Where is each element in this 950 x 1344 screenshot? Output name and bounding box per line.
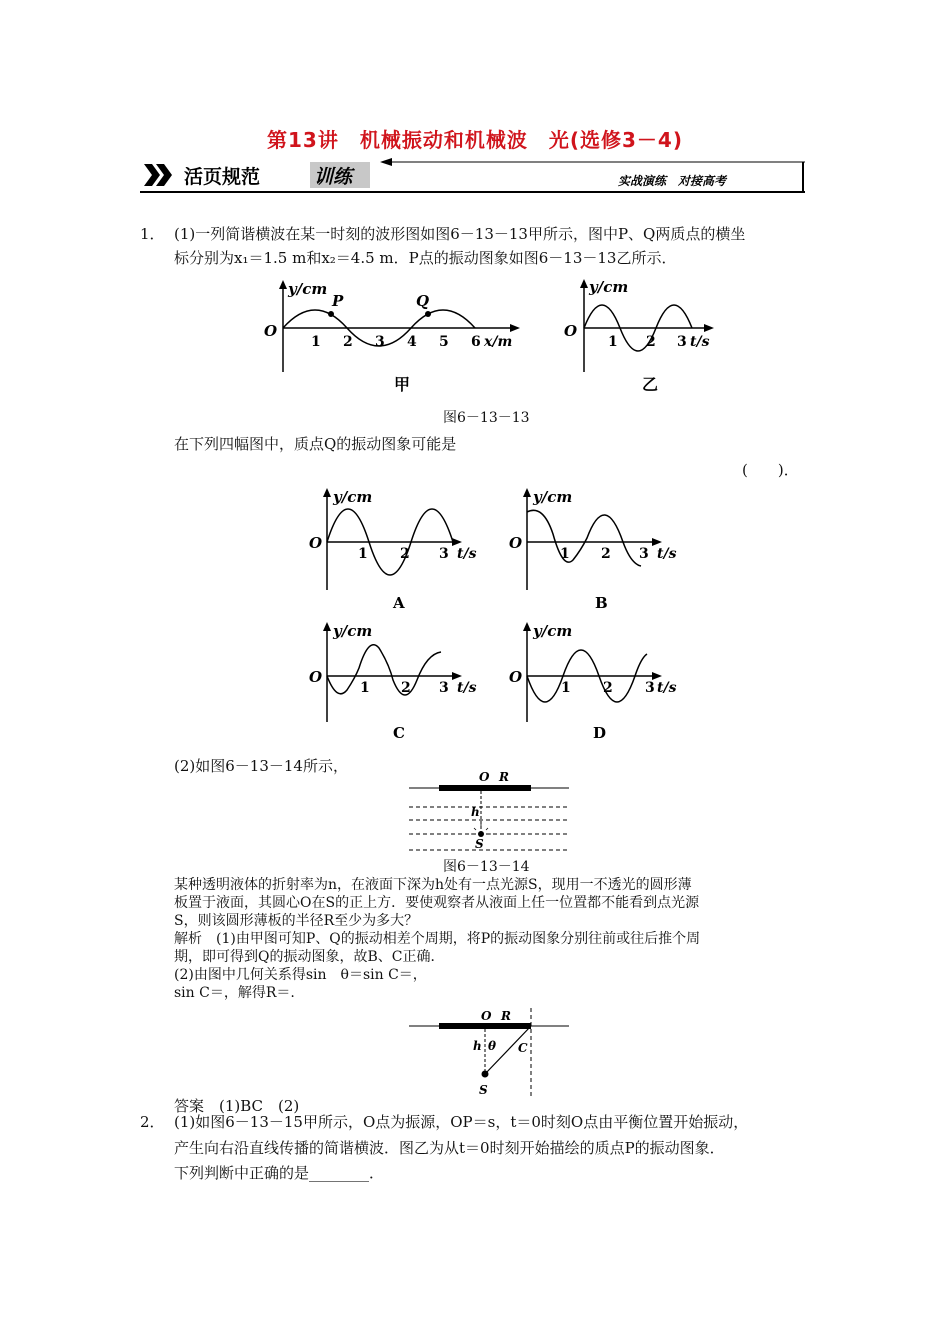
fig-13-caption: 图6－13－13 — [443, 410, 530, 426]
c-tick: 2 — [401, 680, 411, 696]
jia-origin: O — [264, 322, 278, 340]
yi-origin: O — [564, 322, 578, 340]
jia-label: 甲 — [394, 375, 411, 394]
jia-xlabel: x/m — [484, 334, 513, 350]
yi-tick: 3 — [677, 334, 687, 350]
b-ylabel: y/cm — [533, 488, 573, 506]
option-a-graph — [305, 484, 485, 614]
jia-tick: 1 — [311, 334, 321, 350]
c-origin: O — [309, 668, 323, 686]
jia-tick: 6 — [471, 334, 481, 350]
b-tick: 2 — [601, 546, 611, 562]
option-c-label: C — [393, 724, 405, 742]
yi-label: 乙 — [642, 375, 659, 394]
a-tick: 2 — [400, 546, 410, 562]
d-tick: 2 — [603, 680, 613, 696]
sol-fig-r: R — [501, 1009, 511, 1023]
option-d-graph — [505, 618, 685, 748]
banner-highlight-label: 训练 — [314, 166, 353, 188]
solution-line2: 期，即可得到Q的振动图象，故B、C正确． — [174, 949, 445, 965]
yi-xlabel: t/s — [690, 334, 710, 350]
q1-part2: (2)如图6－13－14所示， — [174, 757, 348, 775]
answer-bracket: ( )． — [742, 461, 799, 479]
point-p-marker — [328, 311, 334, 317]
yi-ylabel: y/cm — [589, 278, 629, 296]
fig14-o: O — [479, 770, 490, 784]
jia-tick: 2 — [343, 334, 353, 350]
jia-q-label: Q — [416, 292, 430, 310]
option-b-graph — [505, 484, 685, 614]
solution-line3: (2)由图中几何关系得sin θ＝sin C＝， — [174, 967, 427, 983]
a-tick: 1 — [358, 546, 368, 562]
option-b-label: B — [595, 594, 608, 612]
banner-left-label: 活页规范 — [184, 166, 261, 188]
q1-desc1: 某种透明液体的折射率为n，在液面下深为h处有一点光源S，现用一不透光的圆形薄 — [174, 877, 692, 893]
wave-figure-jia — [258, 280, 528, 405]
sol-fig-s: S — [479, 1083, 488, 1097]
b-tick: 1 — [560, 546, 570, 562]
q2-number: 2． — [140, 1113, 165, 1131]
fig-14-caption: 图6－13－14 — [443, 859, 530, 875]
sol-fig-theta: θ — [488, 1039, 497, 1053]
b-origin: O — [509, 534, 523, 552]
yi-tick: 1 — [608, 334, 618, 350]
b-xlabel: t/s — [657, 546, 677, 562]
a-ylabel: y/cm — [333, 488, 373, 506]
sol-fig-o: O — [481, 1009, 492, 1023]
option-c-graph — [305, 618, 485, 748]
yi-tick: 2 — [646, 334, 656, 350]
q1-line2: 标分别为x₁＝1.5 m和x₂＝4.5 m．P点的振动图象如图6－13－13乙所示． — [174, 249, 677, 267]
section-banner — [140, 158, 805, 194]
solution-geometry-figure — [405, 1008, 575, 1098]
c-tick: 3 — [439, 680, 449, 696]
q2-line3: 下列判断中正确的是________． — [174, 1164, 385, 1182]
fig14-h: h — [471, 805, 480, 819]
d-origin: O — [509, 668, 523, 686]
chevron-right-icon — [144, 164, 172, 186]
jia-tick: 3 — [375, 334, 385, 350]
solution-line1: 解析 (1)由甲图可知P、Q的振动相差个周期，将P的振动图象分别往前或往后推个周 — [174, 931, 701, 947]
d-ylabel: y/cm — [533, 622, 573, 640]
light-source-marker — [482, 1071, 489, 1078]
a-xlabel: t/s — [457, 546, 477, 562]
d-tick: 1 — [561, 680, 571, 696]
q1-desc2: 板置于液面，其圆心O在S的正上方．要使观察者从液面上任一位置都不能看到点光源 — [174, 895, 700, 911]
point-q-marker — [425, 311, 431, 317]
jia-tick: 4 — [407, 334, 417, 350]
q2-line1: (1)如图6－13－15甲所示，O点为振源，OP＝s，t＝0时刻O点由平衡位置开始振动， — [174, 1113, 749, 1131]
liquid-disk-figure — [405, 768, 575, 858]
page-title: 第13讲 机械振动和机械波 光(选修3－4) — [267, 128, 683, 152]
fig14-r: R — [499, 770, 509, 784]
c-ylabel: y/cm — [333, 622, 373, 640]
option-a-label: A — [393, 594, 405, 612]
sol-fig-h: h — [473, 1039, 482, 1053]
b-tick: 3 — [639, 546, 649, 562]
q2-line2: 产生向右沿直线传播的简谐横波．图乙为从t＝0时刻开始描绘的质点P的振动图象． — [174, 1139, 725, 1157]
q1-line1: (1)一列简谐横波在某一时刻的波形图如图6－13－13甲所示，图中P、Q两质点的横坐 — [174, 225, 746, 243]
c-xlabel: t/s — [457, 680, 477, 696]
jia-p-label: P — [332, 292, 344, 310]
a-tick: 3 — [439, 546, 449, 562]
q1-desc3: S，则该圆形薄板的半径R至少为多大？ — [174, 913, 419, 929]
c-tick: 1 — [360, 680, 370, 696]
jia-ylabel: y/cm — [288, 280, 328, 298]
banner-right-label: 实战演练 对接高考 — [618, 174, 727, 188]
q1-answer: 答案 (1)BC (2) — [174, 1097, 300, 1115]
jia-tick: 5 — [439, 334, 449, 350]
q1-number: 1． — [140, 225, 165, 243]
option-d-label: D — [593, 724, 607, 742]
vibration-figure-yi — [562, 276, 722, 401]
q1-prompt: 在下列四幅图中，质点Q的振动图象可能是 — [174, 435, 457, 453]
d-xlabel: t/s — [657, 680, 677, 696]
a-origin: O — [309, 534, 323, 552]
d-tick: 3 — [645, 680, 655, 696]
solution-line4: sin C＝，解得R＝. — [174, 985, 295, 1001]
sol-fig-c: C — [518, 1041, 528, 1055]
fig14-s: S — [475, 837, 484, 851]
